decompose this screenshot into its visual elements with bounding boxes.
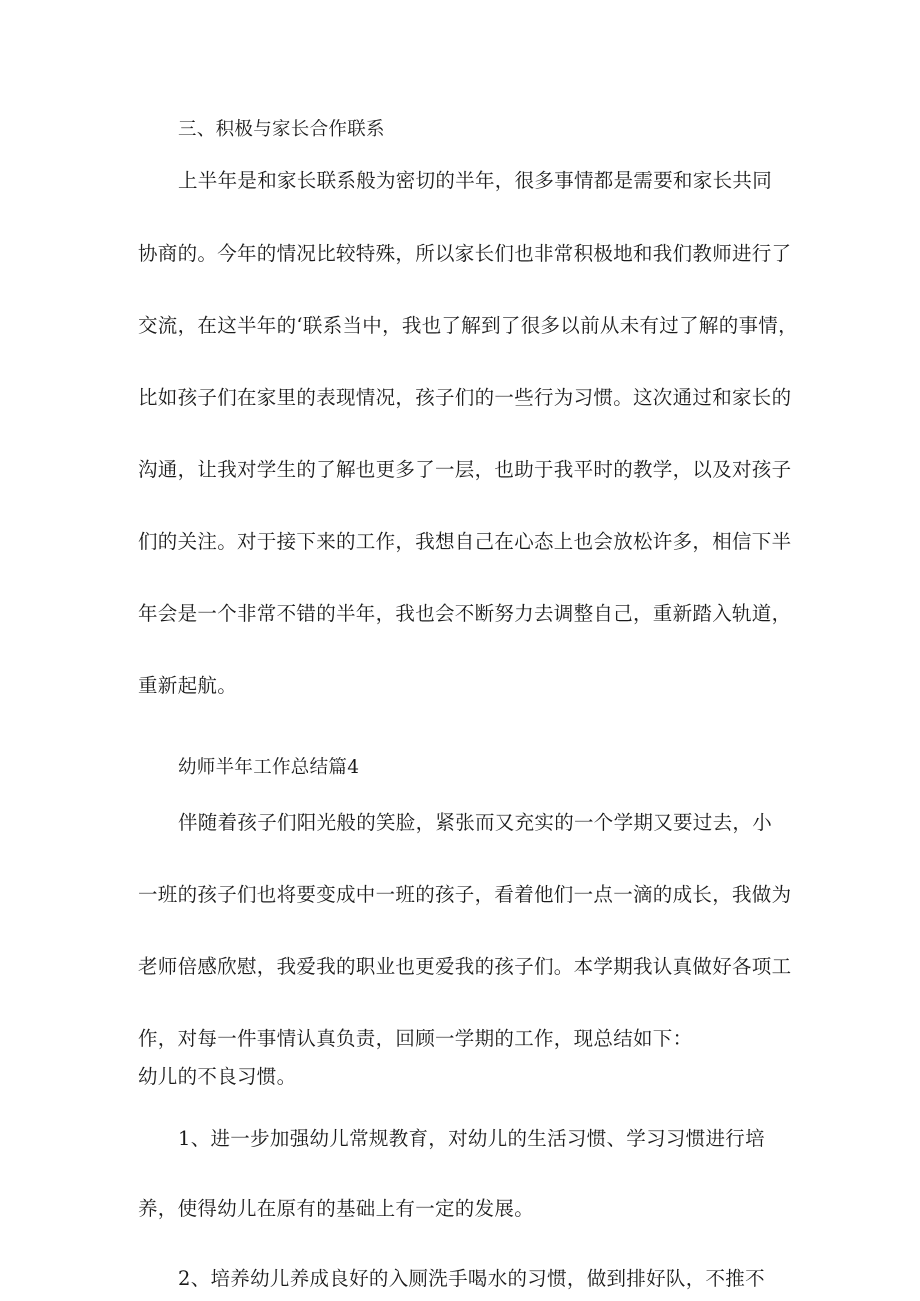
paragraph-line: 作，对每一件事情认真负责，回顾一学期的工作，现总结如下：: [138, 1027, 693, 1050]
paragraph-line: 上半年是和家长联系般为密切的半年，很多事情都是需要和家长共同: [178, 169, 773, 192]
paragraph-line: 伴随着孩子们阳光般的笑脸，紧张而又充实的一个学期又要过去，小: [178, 811, 773, 834]
list-item-line: 2、培养幼儿养成良好的入厕洗手喝水的习惯，做到排好队，不推不: [178, 1267, 765, 1290]
paragraph-line: 交流，在这半年的‘联系当中，我也了解到了很多以前从未有过了解的事情，: [138, 314, 798, 337]
paragraph-line: 沟通，让我对学生的了解也更多了一层，也助于我平时的教学，以及对孩子: [138, 458, 792, 481]
paragraph-line: 幼儿的不良习惯。: [138, 1065, 297, 1088]
paragraph-line: 协商的。今年的情况比较特殊，所以家长们也非常积极地和我们教师进行了: [138, 242, 792, 265]
paragraph-line: 老师倍感欣慰，我爱我的职业也更爱我的孩子们。本学期我认真做好各项工: [138, 955, 792, 978]
article-title: 幼师半年工作总结篇4: [178, 757, 360, 778]
paragraph-line: 比如孩子们在家里的表现情况，孩子们的一些行为习惯。这次通过和家长的: [138, 386, 792, 409]
section-heading: 三、积极与家长合作联系: [178, 119, 385, 140]
paragraph-line: 一班的孩子们也将要变成中一班的孩子，看着他们一点一滴的成长，我做为: [138, 883, 792, 906]
paragraph-line: 重新起航。: [138, 674, 238, 697]
paragraph-line: 年会是一个非常不错的半年，我也会不断努力去调整自己，重新踏入轨道，: [138, 602, 792, 625]
list-item-line: 养，使得幼儿在原有的基础上有一定的发展。: [138, 1197, 535, 1220]
paragraph-line: 们的关注。对于接下来的工作，我想自己在心态上也会放松许多，相信下半: [138, 530, 792, 553]
list-item-line: 1、进一步加强幼儿常规教育，对幼儿的生活习惯、学习习惯进行培: [178, 1127, 765, 1150]
